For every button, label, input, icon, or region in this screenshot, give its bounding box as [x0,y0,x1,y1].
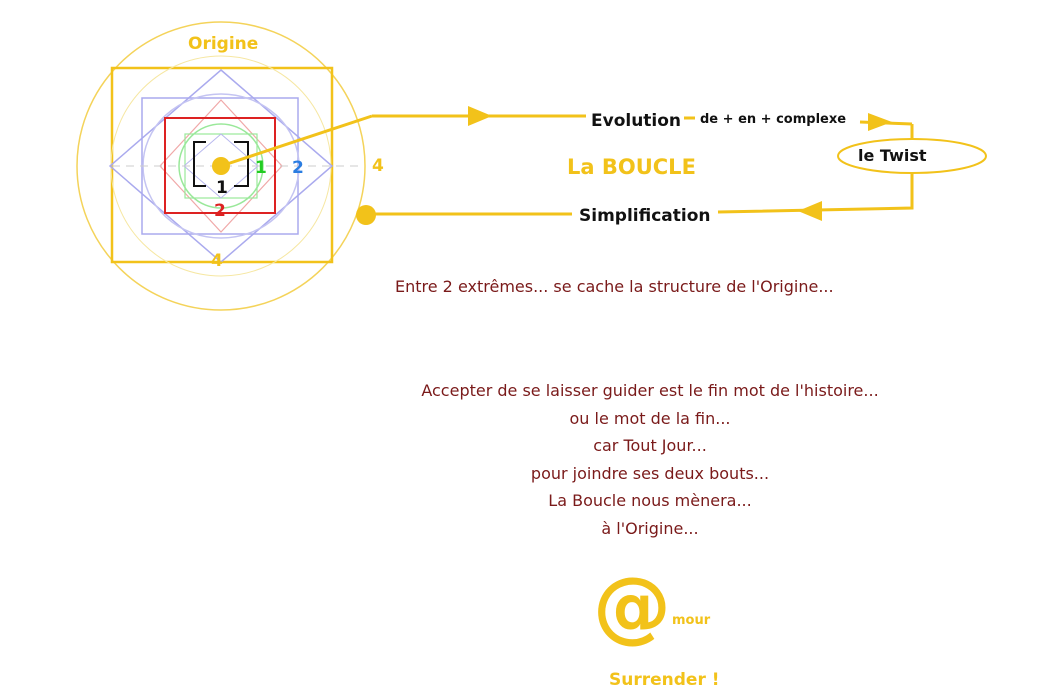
level-one-green-label: 1 [255,158,267,178]
origin-label: Origine [188,34,259,54]
complexity-arrowhead [868,113,892,131]
simplification-arrowhead [798,201,822,221]
evolution-label: Evolution [591,111,682,131]
at-symbol-logo: @ [593,562,671,652]
poem-line: à l'Origine... [601,518,699,538]
complexity-label: de + en + complexe [700,112,847,127]
poem-line: car Tout Jour... [593,436,707,455]
surrender-text: Surrender ! [609,670,720,690]
twist-label: le Twist [858,146,927,165]
level-two-blue-label: 2 [292,158,304,178]
poem-line: La Boucle nous mènera... [548,491,752,510]
return-dot [356,205,376,225]
level-one-black-label: 1 [216,178,228,198]
simplification-label: Simplification [579,206,711,226]
amour-suffix: mour [672,613,711,628]
level-four-right-label: 4 [372,156,384,176]
loop-title: La BOUCLE [567,155,696,179]
poem-line: ou le mot de la fin... [569,408,731,428]
level-four-bottom-label: 4 [211,251,223,271]
poem-line: Accepter de se laisser guider est le fin mot de l'histoire... [421,381,879,400]
evolution-arrowhead [468,106,492,126]
poem-block [380,377,920,542]
poem-line: pour joindre ses deux bouts... [530,463,770,483]
structure-caption: Entre 2 extrêmes... se cache la structure de l'Origine... [395,277,834,296]
level-two-red-label: 2 [214,201,226,221]
